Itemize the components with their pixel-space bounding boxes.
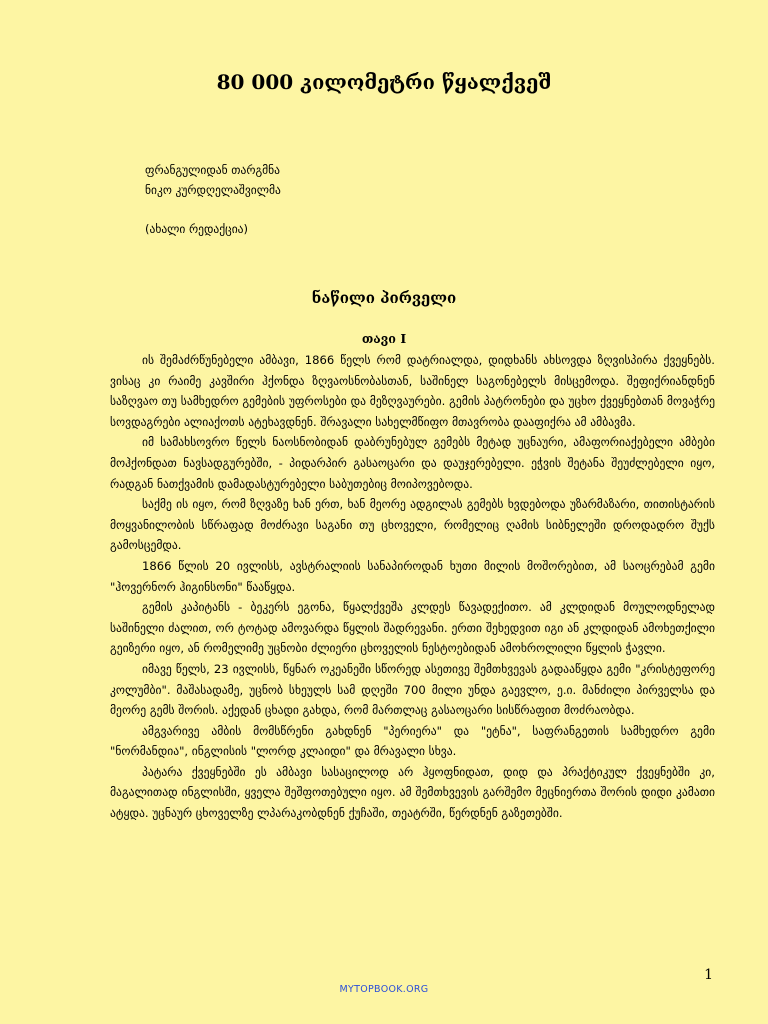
paragraph: გემის კაპიტანს - ბეკერს ეგონა, წყალქვეშა კლდეს წავადექითო. ამ კლდიდან მოულოდნელად საშინელი ძალით, ორ ტოტად ამოვარდა წყლის შადრევანი. ერთი შეხედვით იგი ან კლდიდან ამოხეთქილი გეიზერი იყო, ან რომელიმე უცნობი ძლიერი ცხოველის ნესტოებიდან ამოხროლილი წყლის ჭავლი. (110, 600, 715, 656)
chapter-title: თავი I (361, 331, 407, 346)
paragraph: ამგვარივე ამბის მომსწრენი გახდნენ "პერიერა" და "ეტნა", საფრანგეთის სამხედრო გემი "ნორმანდია", ინგლისის "ლორდ კლაიდი" და მრავალი სხვა. (110, 723, 715, 759)
paragraph: 1866 წლის 20 ივლისს, ავსტრალიის სანაპიროდან ხუთი მილის მოშორებით, ამ საოცრებამ გემი "ჰოვერნორ ჰიგინსონი" წააწყდა. (110, 558, 715, 594)
page-number: 1 (704, 967, 713, 983)
edition-line: (ახალი რედაქცია) (145, 222, 249, 236)
paragraph: იმ სამახსოვრო წელს ნაოსნობიდან დაბრუნებულ გემებს მეტად უცნაური, ამაფორიაქებელი ამბები მოჰქონდათ ნავსადგურებში, - პიდარპირ გასაოცარი და დაუჯერებელი. ეჭვის შეტანა შეუძლებელი იყო, რადგან ნათქვამის დამადასტურებელი საბუთებიც მოიპოვებოდა. (110, 435, 715, 491)
paragraph: პატარა ქვეყნებში ეს ამბავი სასაცილოდ არ ჰყოფნიდათ, დიდ და პრაქტიკულ ქვეყნებში კი, მაგალითად ინგლისში, ყველა შეშფოთებული იყო. ამ შემთხვევის გარშემო მეცნიერთა შორის დიდი კამათი ატყდა. უცნაურ ცხოველზე ლპარაკობდნენ ქუჩაში, თეატრში, წერდნენ გაზეთებში. (110, 764, 715, 821)
book-title: 80 000 კილომეტრი წყალქვეშ (216, 70, 552, 94)
paragraph: იმავე წელს, 23 ივლისს, წყნარ ოკეანეში სწორედ ასეთივე შემთხვევას გადააწყდა გემი "კრისტეფორე კოლუმბი". მაშასადამე, უცნობ სხეულს სამ დღეში 700 მილი უნდა გაევლო, ე.ი. მანძილი პირველსა და მეორე გემს შორის. აქედან ცხადი გახდა, რომ მართლაც გასაოცარი სისწრაფით მოძრაობდა. (110, 661, 715, 718)
paragraph: ის შემაძრწუნებელი ამბავი, 1866 წელს რომ დატრიალდა, დიდხანს ახსოვდა ზღვისპირა ქვეყნებს. ვისაც კი რაიმე კავშირი ჰქონდა ზღვაოსნობასთან, საშინელ საგონებელს მისცემოდა. შეფიქრიანდნენ საზღვაო თუ სამხედრო გემების უფროსები და მეზღვაურები. გემის პატრონები და უცხო ქვეყნებთან მოვაჭრე სოვდაგრები ალიაქოთს ატეხავდნენ. შრავალი სახელმწიფო მთავრობა დააფიქრა ამ ამბავმა. (110, 353, 715, 429)
body-text (110, 350, 715, 824)
translator-line: ნიკო კურდღელაშვილმა (145, 183, 281, 197)
paragraph: საქმე ის იყო, რომ ზღვაზე ხან ერთ, ხან მეორე ადგილას გემებს ხვდებოდა უზარმაზარი, თითისტარის მოყვანილობის სწრაფად მოძრავი საგანი თუ ცხოველი, რომელიც ღამის სიბნელეში დროდადრო შუქს გამოსცემდა. (110, 497, 715, 553)
credits-block (145, 160, 281, 239)
translated-from-line: ფრანგულიდან თარგმნა (145, 163, 281, 177)
footer-link[interactable]: MYTOPBOOK.ORG (339, 984, 429, 995)
part-title: ნაწილი პირველი (311, 289, 457, 307)
